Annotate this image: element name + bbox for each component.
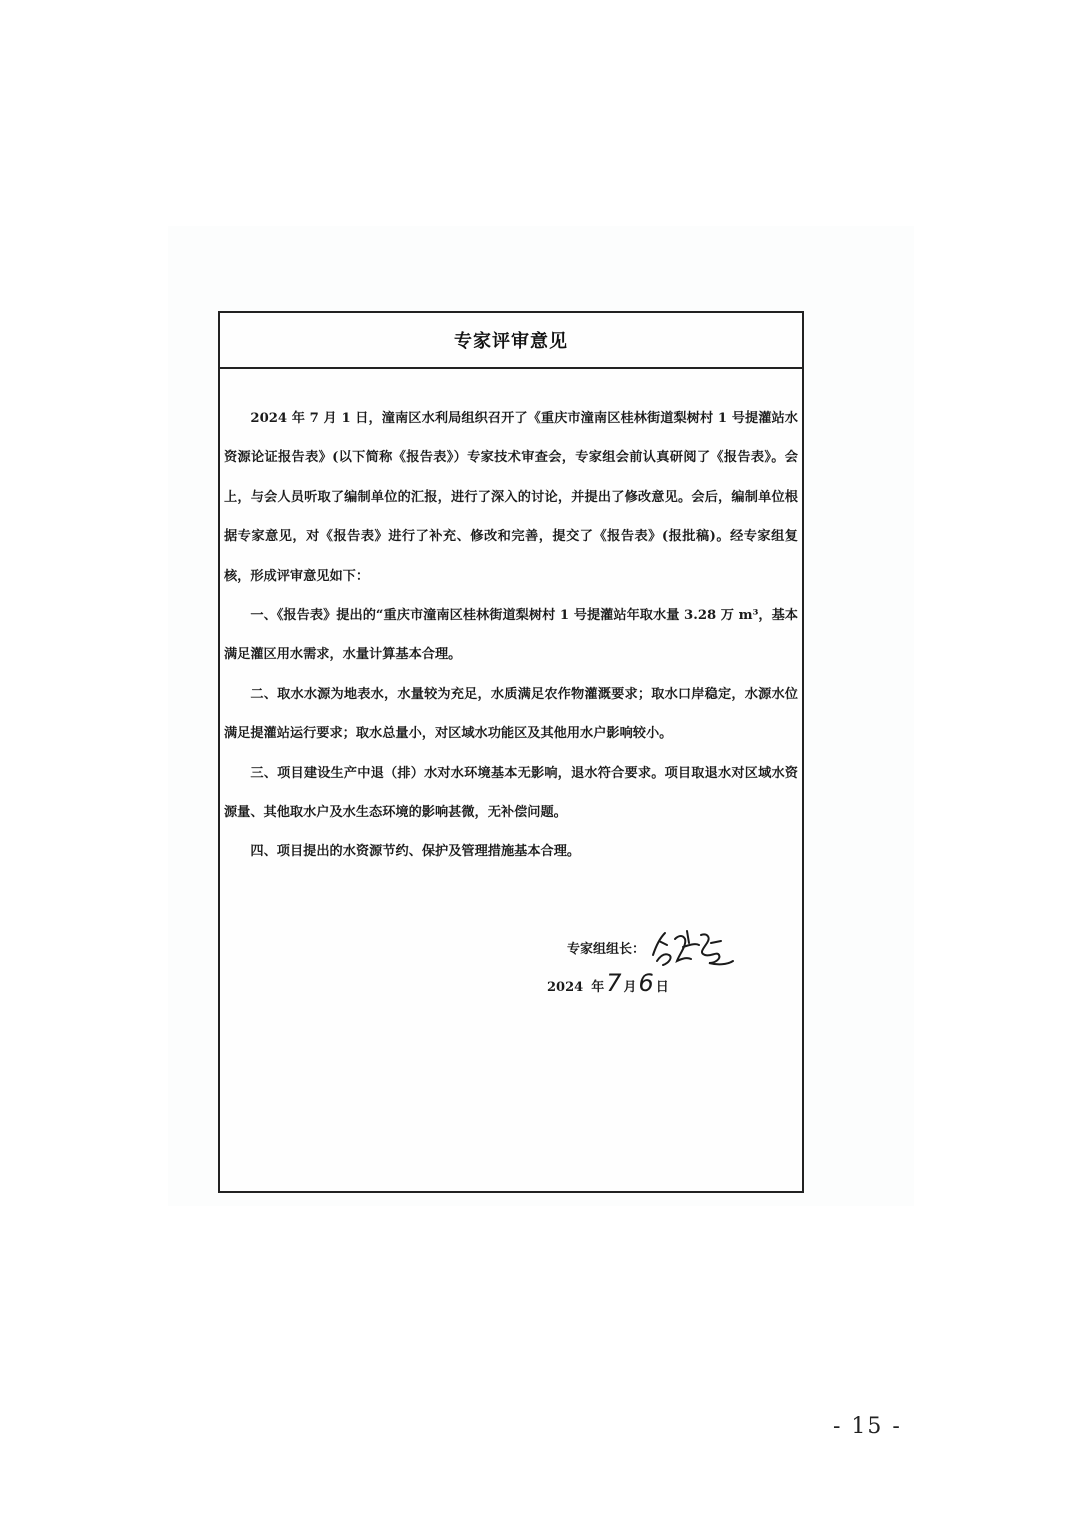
page-number: - 15 - [833, 1414, 902, 1439]
review-paragraph-1: 一、《报告表》提出的“重庆市潼南区桂林街道梨树村 1 号提灌站年取水量 3.28 万 m³，基本满足灌区用水需求，水量计算基本合理。 [224, 608, 798, 663]
form-title-row [220, 313, 802, 369]
handwritten-signature [647, 925, 737, 969]
date-day-unit: 日 [655, 980, 669, 995]
review-paragraph-intro: 2024 年 7 月 1 日，潼南区水利局组织召开了《重庆市潼南区桂林街道梨树村 1 号提灌站水资源论证报告表》(以下简称《报告表》）专家技术审查会，专家组会前认真研阅了《报告表》。会上，与会人员听取了编制单位的汇报，进行了深入的讨论，并提出了修改意见。会后，编制单位根据专家意见，对《报告表》进行了补充、修改和完善，提交了《报告表》(报批稿)。经专家组复核，形成评审意见如下： [224, 411, 798, 584]
review-paragraph-3: 三、项目建设生产中退（排）水对水环境基本无影响，退水符合要求。项目取退水对区域水资源量、其他取水户及水生态环境的影响甚微，无补偿问题。 [224, 765, 798, 821]
date-month-unit: 月 [623, 980, 637, 995]
sign-date [547, 971, 795, 995]
form-title: 专家评审意见 [454, 331, 568, 352]
date-year: 2024 [547, 980, 584, 995]
signature-block [547, 925, 795, 997]
signer-label: 专家组组长： [567, 941, 646, 957]
review-body [224, 399, 798, 872]
review-paragraph-4: 四、项目提出的水资源节约、保护及管理措施基本合理。 [250, 844, 581, 860]
date-day: 6 [638, 969, 654, 997]
date-month: 7 [606, 969, 622, 997]
review-paragraph-2: 二、取水水源为地表水，水量较为充足，水质满足农作物灌溉要求；取水口岸稳定，水源水位满足提灌站运行要求；取水总量小，对区域水功能区及其他用水户影响较小。 [224, 686, 798, 742]
signer-line [565, 925, 795, 969]
expert-review-form [218, 311, 804, 1193]
date-year-unit: 年 [591, 980, 605, 995]
